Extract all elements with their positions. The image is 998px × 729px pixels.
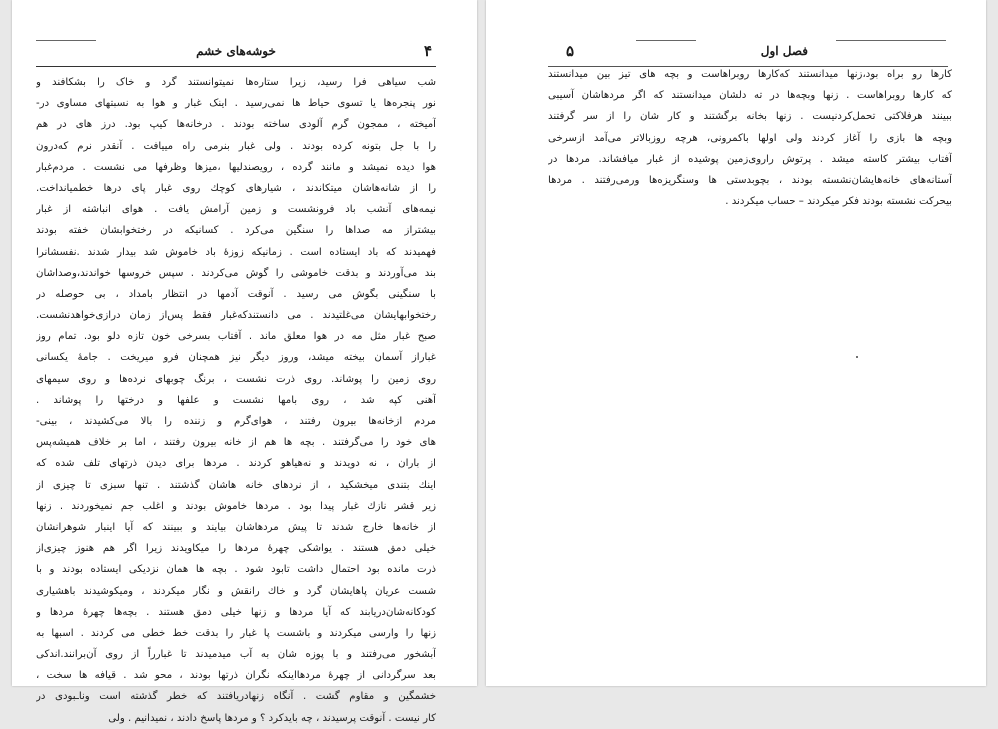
text-line: بیشتراز مه صداها را سنگین می‌کرد . کسانیکه در رختخوابشان خفته بودند	[36, 225, 436, 237]
text-line: رختخوابهایشان می‌غلتیدند . می دانستندکه‌غبار فقط پس‌از زمان درازی‌خواهدنشست.	[36, 310, 436, 322]
text-line: صبح غبار مثل مه در هوا معلق ماند . آفتاب بسرخی خون تازه دلو بود. تمام روز	[36, 331, 436, 343]
text-line: شست عریان پاهایشان گرد و خاك رانقش و نگار میکردند ، ومیکوشیدند باهشیاری	[36, 585, 436, 597]
text-line: را از شانه‌هاشان میتکاندند ، شیارهای کوچك روی غبار پای درها خطمیانداخت.	[36, 182, 436, 194]
right-page	[486, 0, 986, 686]
text-line: غباراز آسمان بیخته میشد، وروز دیگر نیز همچنان فرو میریخت . جامهٔ یکسانی	[36, 352, 436, 364]
text-line: شب سیاهی فرا رسید، زیرا ستاره‌ها نمیتوانستند گرد و خاک را بشکافند و	[36, 77, 436, 88]
text-line: هوا دیده نمیشد و مانند گرده ، رویصندلیها ،میزها وظرفها می نشست . مردم‌غبار	[36, 161, 436, 173]
text-line: های خود را می‌گرفتند . بچه ها هم از خانه بیرون رفتند ، اما بر خلاف همیشه‌پس	[36, 437, 436, 449]
text-line: آبشخور می‌رفتند و با پوزه شان به آب میدمیدند تا غبارراً از روی آن‌برانند.اندکی	[36, 649, 436, 661]
text-line: کودکانه‌شان‌دریابند که آیا مردها و زنها خیلی دمق هستند . بچه‌ها چهرهٔ مردها و	[36, 606, 436, 618]
right-page-body	[548, 64, 952, 212]
text-line: روی زمین را پوشاند. روی ذرت نشست ، برنگ چوبهای نرده‌ها و روی سیمهای	[36, 373, 436, 385]
scan-mark	[836, 40, 946, 41]
text-line: آفتاب بیشتر کاسته میشد . پرتوش راروی‌زمین پوشیده از غبار میافشاند. مردها در	[548, 153, 952, 165]
text-line: بعد سرگردانی از چهرهٔ مردهااینکه نگران ذرتها بودند ، محو شد . قیافه ها سخت ،	[36, 670, 436, 682]
right-running-title: فصل اول	[760, 44, 808, 58]
text-line: که کارها روبراهاست . زنها وبچه‌ها در ته دلشان میدانستند که اگر مردهاشان آسیبی	[548, 90, 952, 102]
text-line: زیر قشر نازك غبار پیدا بود . مردها خاموش بودند و اغلب جم نمیخوردند . زنها	[36, 500, 436, 512]
text-line: بیحرکت نشسته بودند فکر میکردند – حساب میکردند .	[725, 196, 952, 208]
text-line: ذرت مانده بود احتمال داشت تابود شود . بچه ها همان نزدیکی ایستاده بودند و با	[36, 564, 436, 576]
text-line: نیمه‌های آنشب باد فرونشست و زمین آرامش یافت . هوای انباشته از غبار	[36, 204, 436, 216]
text-line: ببینند هرفلاکتی تحمل‌کردنیست . زنها بخانه برگشتند و کار شان را از سر گرفتند	[548, 111, 952, 123]
stray-dot	[856, 356, 858, 358]
text-line: اینك بتندی میخشکید ، از نردهای خانه هاشان گذشتند . تنها سبزی تا چیزی از	[36, 479, 436, 491]
text-line: از باران ، نه دویدند و نه‌هیاهو کردند . مردها برای دیدن ذرتهای تلف شده که	[36, 458, 436, 470]
right-page-number: ۵	[566, 42, 575, 60]
text-line: با سنگینی بگوش می رسید . آنوقت آدمها در انتظار بامداد ، بی حوصله در	[36, 288, 436, 300]
left-page-header	[36, 44, 436, 67]
text-line: آهنی کپه شد ، روی بامها نشست و علفها و درختها را پوشاند .	[36, 394, 436, 406]
text-line: مردم ازخانه‌ها بیرون رفتند ، هوای‌گرم و زننده را بالا می‌کشیدند ، بینی-	[36, 416, 436, 427]
text-line: خیلی دمق هستند . یواشکی چهرهٔ مردها را میکاویدند زیرا اگر هم هنوز چیزی‌از	[36, 543, 436, 555]
left-page	[12, 0, 477, 724]
text-line: بند می‌آوردند و بدقت خاموشی را گوش می‌کردند . سپس خروسها خواندند،وصداشان	[36, 267, 436, 279]
text-line: فهمیدند که باد ایستاده است . زمانیکه زوزهٔ باد خاموش شد بیدار شدند .نفسشانرا	[36, 246, 436, 258]
text-line: کار نیست . آنوقت پرسیدند ، چه بایدکرد ؟ و مردها پاسخ دادند ، نمیدانیم . ولی	[108, 712, 436, 724]
left-page-number: ۴	[423, 42, 432, 60]
text-line: وبچه ها بازی را آغاز کردند ولی اولها باکمرونی، هرچه روزبالاتر می‌آمد ازسرخی	[548, 132, 952, 144]
left-running-title: خوشه‌های خشم	[196, 44, 276, 58]
text-line: خشمگین و مقاوم گشت . آنگاه زنهادریافتند که خطر گذشته است وناـبودی در	[36, 691, 436, 703]
text-line: را با جل بتونه کرده بودند . ولی غبار بنرمی راه مییافت . آنقدر نرم کەدرون	[36, 140, 436, 152]
scan-mark	[636, 40, 696, 41]
text-line: زنها را وارسی میکردند و باشست پا غبار را بدقت خط خطی می کردند . اسبها به	[36, 627, 436, 639]
text-line: کارها رو براه بود،زنها میدانستند که‌کارها روبراهاست و بچه های تیز بین میدانستند	[548, 69, 952, 80]
left-page-body	[36, 72, 436, 729]
text-line: از خانه‌ها خارج شدند تا پیش مردهاشان بیایند و ببینند که آیا اینبار شوهرانشان	[36, 521, 436, 533]
text-line: آمیخته ، ممجون گرم آلودی ساخته بودند . درخانه‌ها کیپ بود. درز های در هم	[36, 119, 436, 131]
text-line: نور پنجره‌ها یا تسوی حیاط ها نمی‌رسید . اینک غبار و هوا به نسبتهای مساوی در-	[36, 98, 436, 110]
scan-mark	[36, 40, 96, 41]
page-gutter	[477, 0, 486, 686]
text-line: آستانه‌های خانه‌هایشان‌نشسته بودند ، بچوبدستی ها وسنگریزه‌ها ورمی‌رفتند . مردها	[548, 174, 952, 186]
